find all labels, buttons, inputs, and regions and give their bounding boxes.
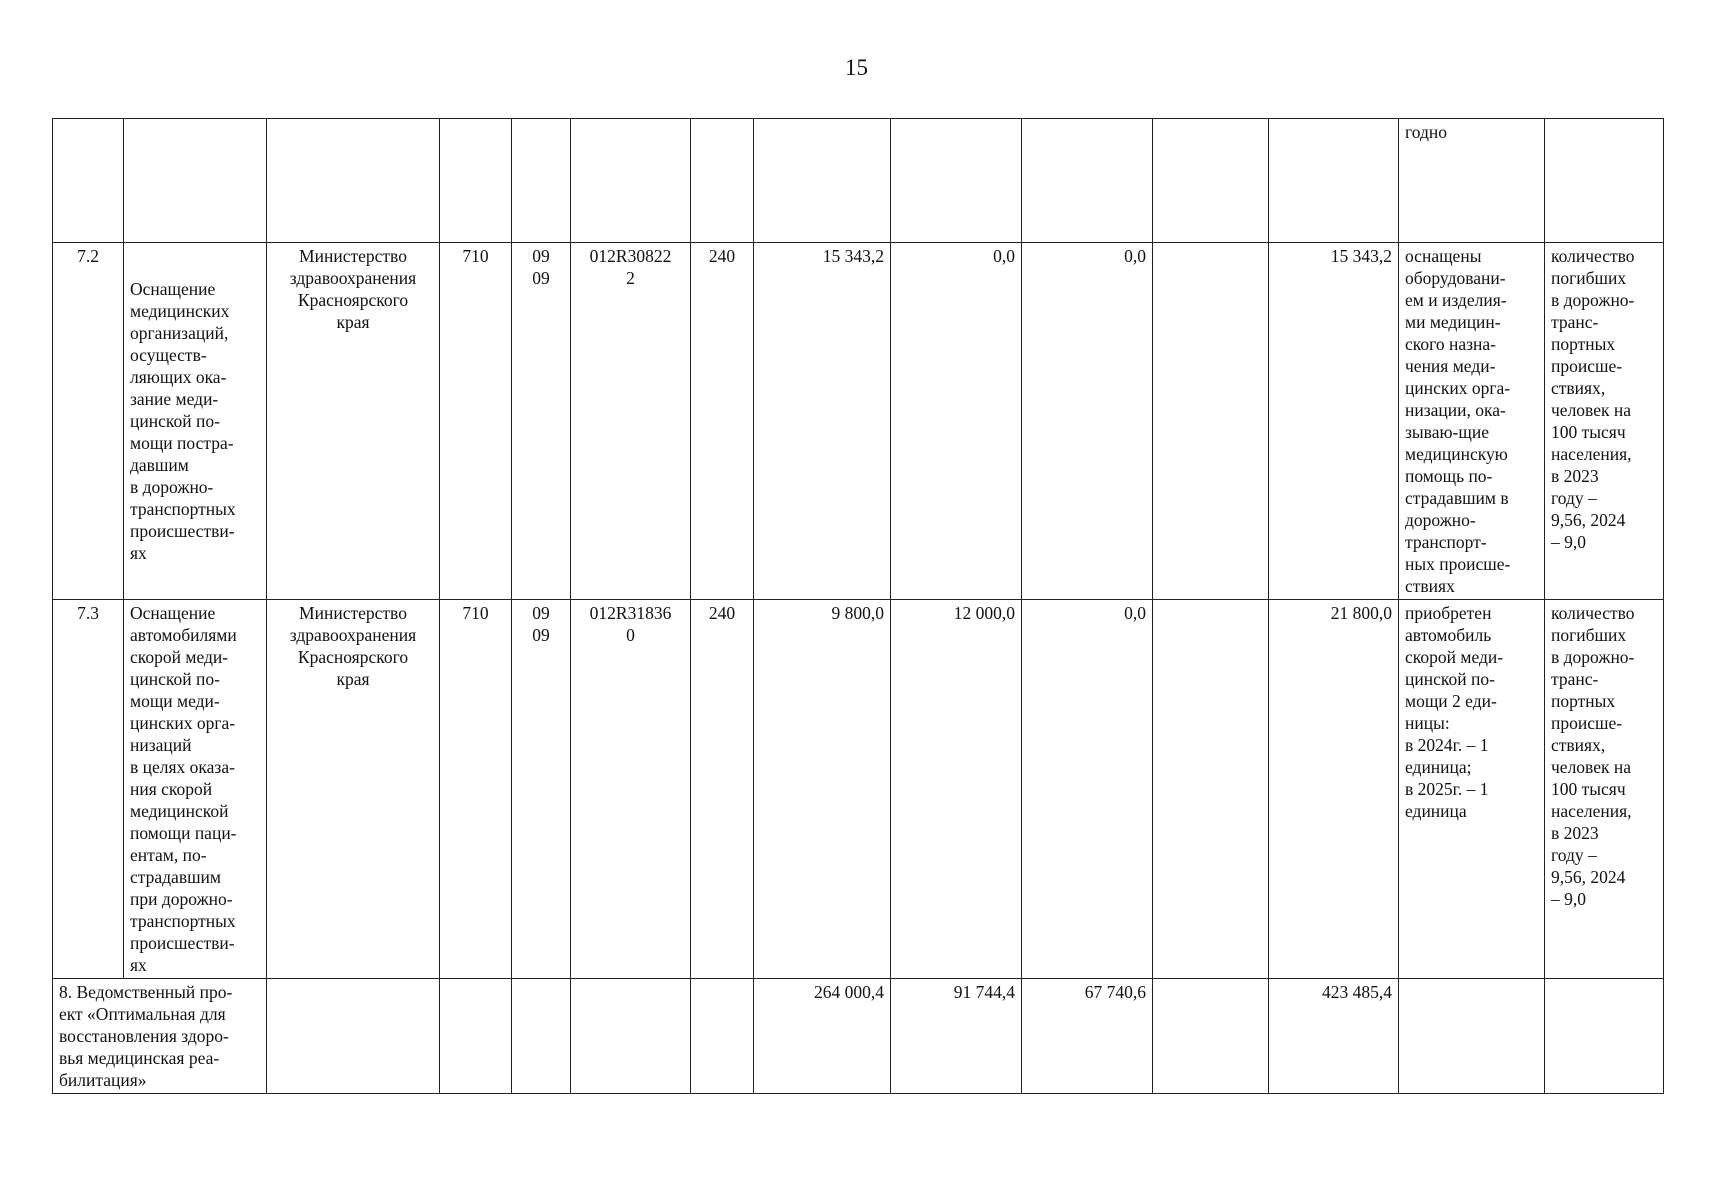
cell-rzpr (512, 979, 571, 1094)
cell-2025: 0,0 (1022, 243, 1153, 600)
cell-csr: 012R31836 0 (571, 600, 691, 979)
cell-2023: 264 000,4 (754, 979, 891, 1094)
table-row-continuation (53, 119, 1664, 243)
cell-csr: 012R30822 2 (571, 243, 691, 600)
cell-2023 (754, 119, 891, 243)
cell-indicator (1545, 119, 1664, 243)
cell-executor (267, 119, 440, 243)
cell-2024 (891, 119, 1022, 243)
cell-result (1399, 979, 1545, 1094)
cell-csr (571, 979, 691, 1094)
cell-grbs (440, 979, 512, 1094)
cell-result: приобретен автомобиль скорой меди- цинской по- мощи 2 еди- ницы: в 2024г. – 1 единица; в 2025г. – 1 единица (1399, 600, 1545, 979)
cell-grbs: 710 (440, 243, 512, 600)
cell-2024: 91 744,4 (891, 979, 1022, 1094)
cell-grbs: 710 (440, 600, 512, 979)
cell-grbs (440, 119, 512, 243)
cell-vr: 240 (691, 600, 754, 979)
cell-empty (1153, 600, 1269, 979)
cell-2023: 9 800,0 (754, 600, 891, 979)
cell-indicator: количество погибших в дорожно- транс- портных происше- ствиях, человек на 100 тысяч населения, в 2023 году – 9,56, 2024 – 9,0 (1545, 243, 1664, 600)
cell-result: годно (1399, 119, 1545, 243)
cell-vr: 240 (691, 243, 754, 600)
cell-vr (691, 119, 754, 243)
cell-no: 7.2 (53, 243, 124, 600)
cell-total: 423 485,4 (1269, 979, 1399, 1094)
cell-2024: 0,0 (891, 243, 1022, 600)
cell-executor: Министерство здравоохранения Красноярского края (267, 600, 440, 979)
cell-name: Оснащение медицинских организаций, осуществ- ляющих ока- зание меди- цинской по- мощи постра- давшим в дорожно- транспортных происшестви- ях (124, 243, 267, 600)
cell-empty (1153, 243, 1269, 600)
cell-csr (571, 119, 691, 243)
cell-name: Оснащение автомобилями скорой меди- цинской по- мощи меди- цинских орга- низаций в целях оказа- ния скорой медицинской помощи паци- ентам, по- страдавшим при дорожно- транспортных происшестви- ях (124, 600, 267, 979)
cell-rzpr (512, 119, 571, 243)
cell-no (53, 119, 124, 243)
cell-indicator (1545, 979, 1664, 1094)
cell-total (1269, 119, 1399, 243)
cell-total: 15 343,2 (1269, 243, 1399, 600)
cell-result: оснащены оборудовани- ем и изделия- ми медицин- ского назна- чения меди- цинских орга- низации, ока- зываю-щие медицинскую помощь по- страдавшим в дорожно- транспорт- ных происше- ствиях (1399, 243, 1545, 600)
table-row-section-8 (53, 979, 1664, 1094)
cell-empty (1153, 979, 1269, 1094)
cell-2025: 0,0 (1022, 600, 1153, 979)
cell-2023: 15 343,2 (754, 243, 891, 600)
cell-total: 21 800,0 (1269, 600, 1399, 979)
cell-2025 (1022, 119, 1153, 243)
cell-name (124, 119, 267, 243)
cell-rzpr: 09 09 (512, 600, 571, 979)
table-row-7-3 (53, 600, 1664, 979)
cell-executor (267, 979, 440, 1094)
cell-rzpr: 09 09 (512, 243, 571, 600)
cell-vr (691, 979, 754, 1094)
cell-2024: 12 000,0 (891, 600, 1022, 979)
cell-section-title: 8. Ведомственный про- ект «Оптимальная для восстановления здоро- вья медицинская реа- билитация» (53, 979, 267, 1094)
table-row-7-2 (53, 243, 1664, 600)
cell-executor: Министерство здравоохранения Красноярского края (267, 243, 440, 600)
cell-no: 7.3 (53, 600, 124, 979)
cell-indicator: количество погибших в дорожно- транс- портных происше- ствиях, человек на 100 тысяч населения, в 2023 году – 9,56, 2024 – 9,0 (1545, 600, 1664, 979)
cell-2025: 67 740,6 (1022, 979, 1153, 1094)
program-table (52, 118, 1664, 1094)
page-number: 15 (845, 55, 868, 80)
cell-empty (1153, 119, 1269, 243)
